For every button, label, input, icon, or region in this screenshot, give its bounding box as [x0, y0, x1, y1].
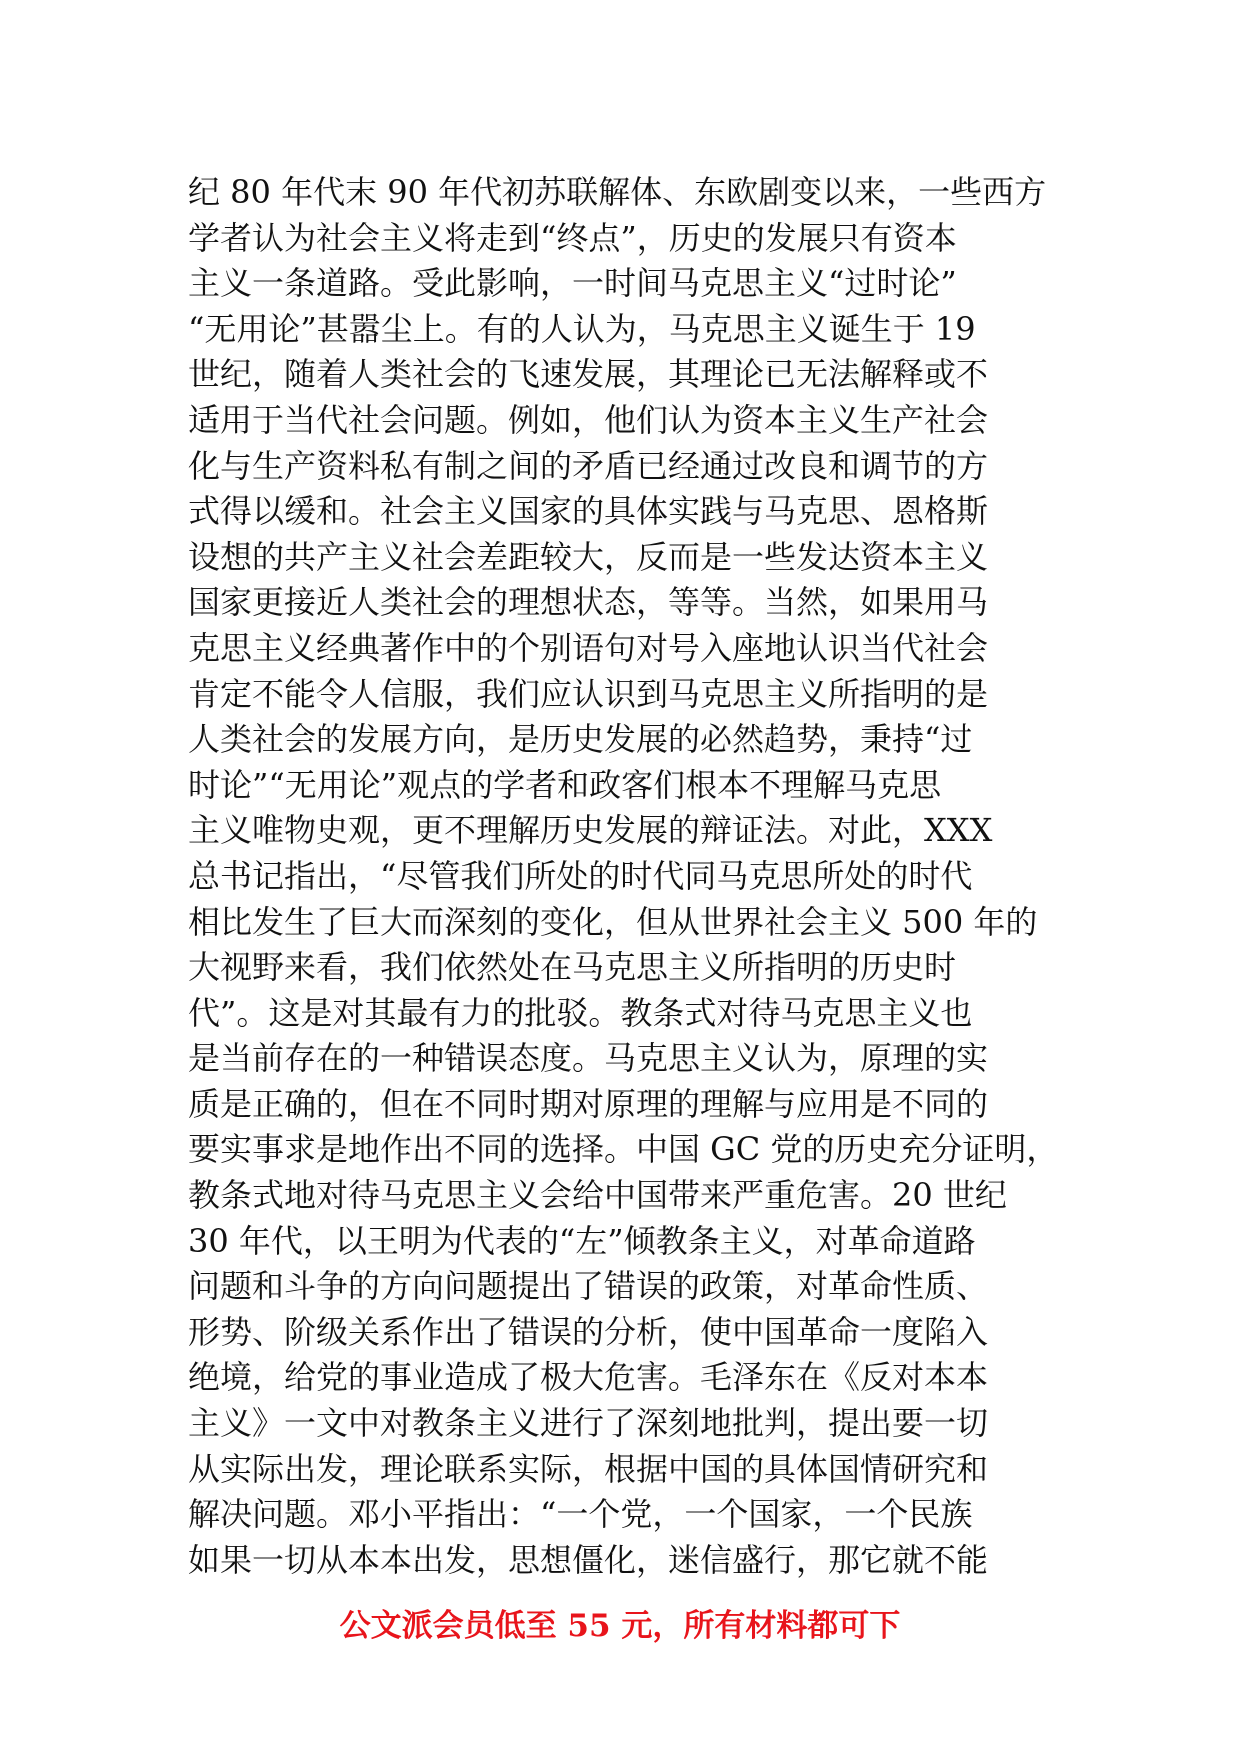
text-line: 纪 80 年代末 90 年代初苏联解体、东欧剧变以来，一些西方	[188, 173, 1047, 211]
text-line: 代”。这是对其最有力的批驳。教条式对待马克思主义也	[188, 993, 973, 1032]
text-line: 化与生产资料私有制之间的矛盾已经通过改良和调节的方	[188, 446, 989, 485]
text-line: 要实事求是地作出不同的选择。中国 GC 党的历史充分证明，	[188, 1130, 1059, 1169]
text-line: 人类社会的发展方向，是历史发展的必然趋势，秉持“过	[188, 720, 973, 759]
footer-promo-text: 公文派会员低至 55 元，所有材料都可下	[339, 1608, 901, 1644]
text-line: 肯定不能令人信服，我们应认识到马克思主义所指明的是	[188, 674, 989, 713]
body-paragraph	[188, 170, 1059, 1583]
text-line: 适用于当代社会问题。例如，他们认为资本主义生产社会	[188, 400, 989, 439]
text-line: “无用论”甚嚣尘上。有的人认为，马克思主义诞生于 19	[188, 309, 976, 348]
text-line: 从实际出发，理论联系实际，根据中国的具体国情研究和	[188, 1449, 989, 1488]
text-line: 问题和斗争的方向问题提出了错误的政策，对革命性质、	[188, 1267, 989, 1306]
text-line: 形势、阶级关系作出了错误的分析，使中国革命一度陷入	[188, 1312, 989, 1351]
text-line: 克思主义经典著作中的个别语句对号入座地认识当代社会	[188, 628, 989, 667]
text-line: 是当前存在的一种错误态度。马克思主义认为，原理的实	[188, 1039, 989, 1078]
text-line: 国家更接近人类社会的理想状态，等等。当然，如果用马	[188, 583, 989, 622]
text-line: 教条式地对待马克思主义会给中国带来严重危害。20 世纪	[188, 1176, 1007, 1215]
text-line: 主义》一文中对教条主义进行了深刻地批判，提出要一切	[188, 1404, 989, 1443]
text-line: 学者认为社会主义将走到“终点”，历史的发展只有资本	[188, 218, 957, 257]
text-line: 设想的共产主义社会差距较大，反而是一些发达资本主义	[188, 537, 989, 576]
text-line: 30 年代，以王明为代表的“左”倾教条主义，对革命道路	[188, 1221, 976, 1260]
text-line: 相比发生了巨大而深刻的变化，但从世界社会主义 500 年的	[188, 902, 1038, 941]
text-line: 时论”“无用论”观点的学者和政客们根本不理解马克思	[188, 765, 942, 804]
text-line: 总书记指出，“尽管我们所处的时代同马克思所处的时代	[188, 856, 973, 895]
text-line: 绝境，给党的事业造成了极大危害。毛泽东在《反对本本	[188, 1358, 989, 1397]
text-line: 质是正确的，但在不同时期对原理的理解与应用是不同的	[188, 1084, 989, 1123]
text-line: 主义唯物史观，更不理解历史发展的辩证法。对此，XXX	[188, 811, 993, 850]
text-line: 大视野来看，我们依然处在马克思主义所指明的历史时	[188, 948, 957, 987]
text-line: 世纪，随着人类社会的飞速发展，其理论已无法解释或不	[188, 355, 989, 394]
text-line: 主义一条道路。受此影响，一时间马克思主义“过时论”	[188, 264, 957, 303]
text-line: 如果一切从本本出发，思想僵化，迷信盛行，那它就不能	[188, 1540, 989, 1579]
text-line: 解决问题。邓小平指出：“一个党，一个国家，一个民族	[188, 1495, 973, 1534]
text-line: 式得以缓和。社会主义国家的具体实践与马克思、恩格斯	[188, 492, 989, 531]
